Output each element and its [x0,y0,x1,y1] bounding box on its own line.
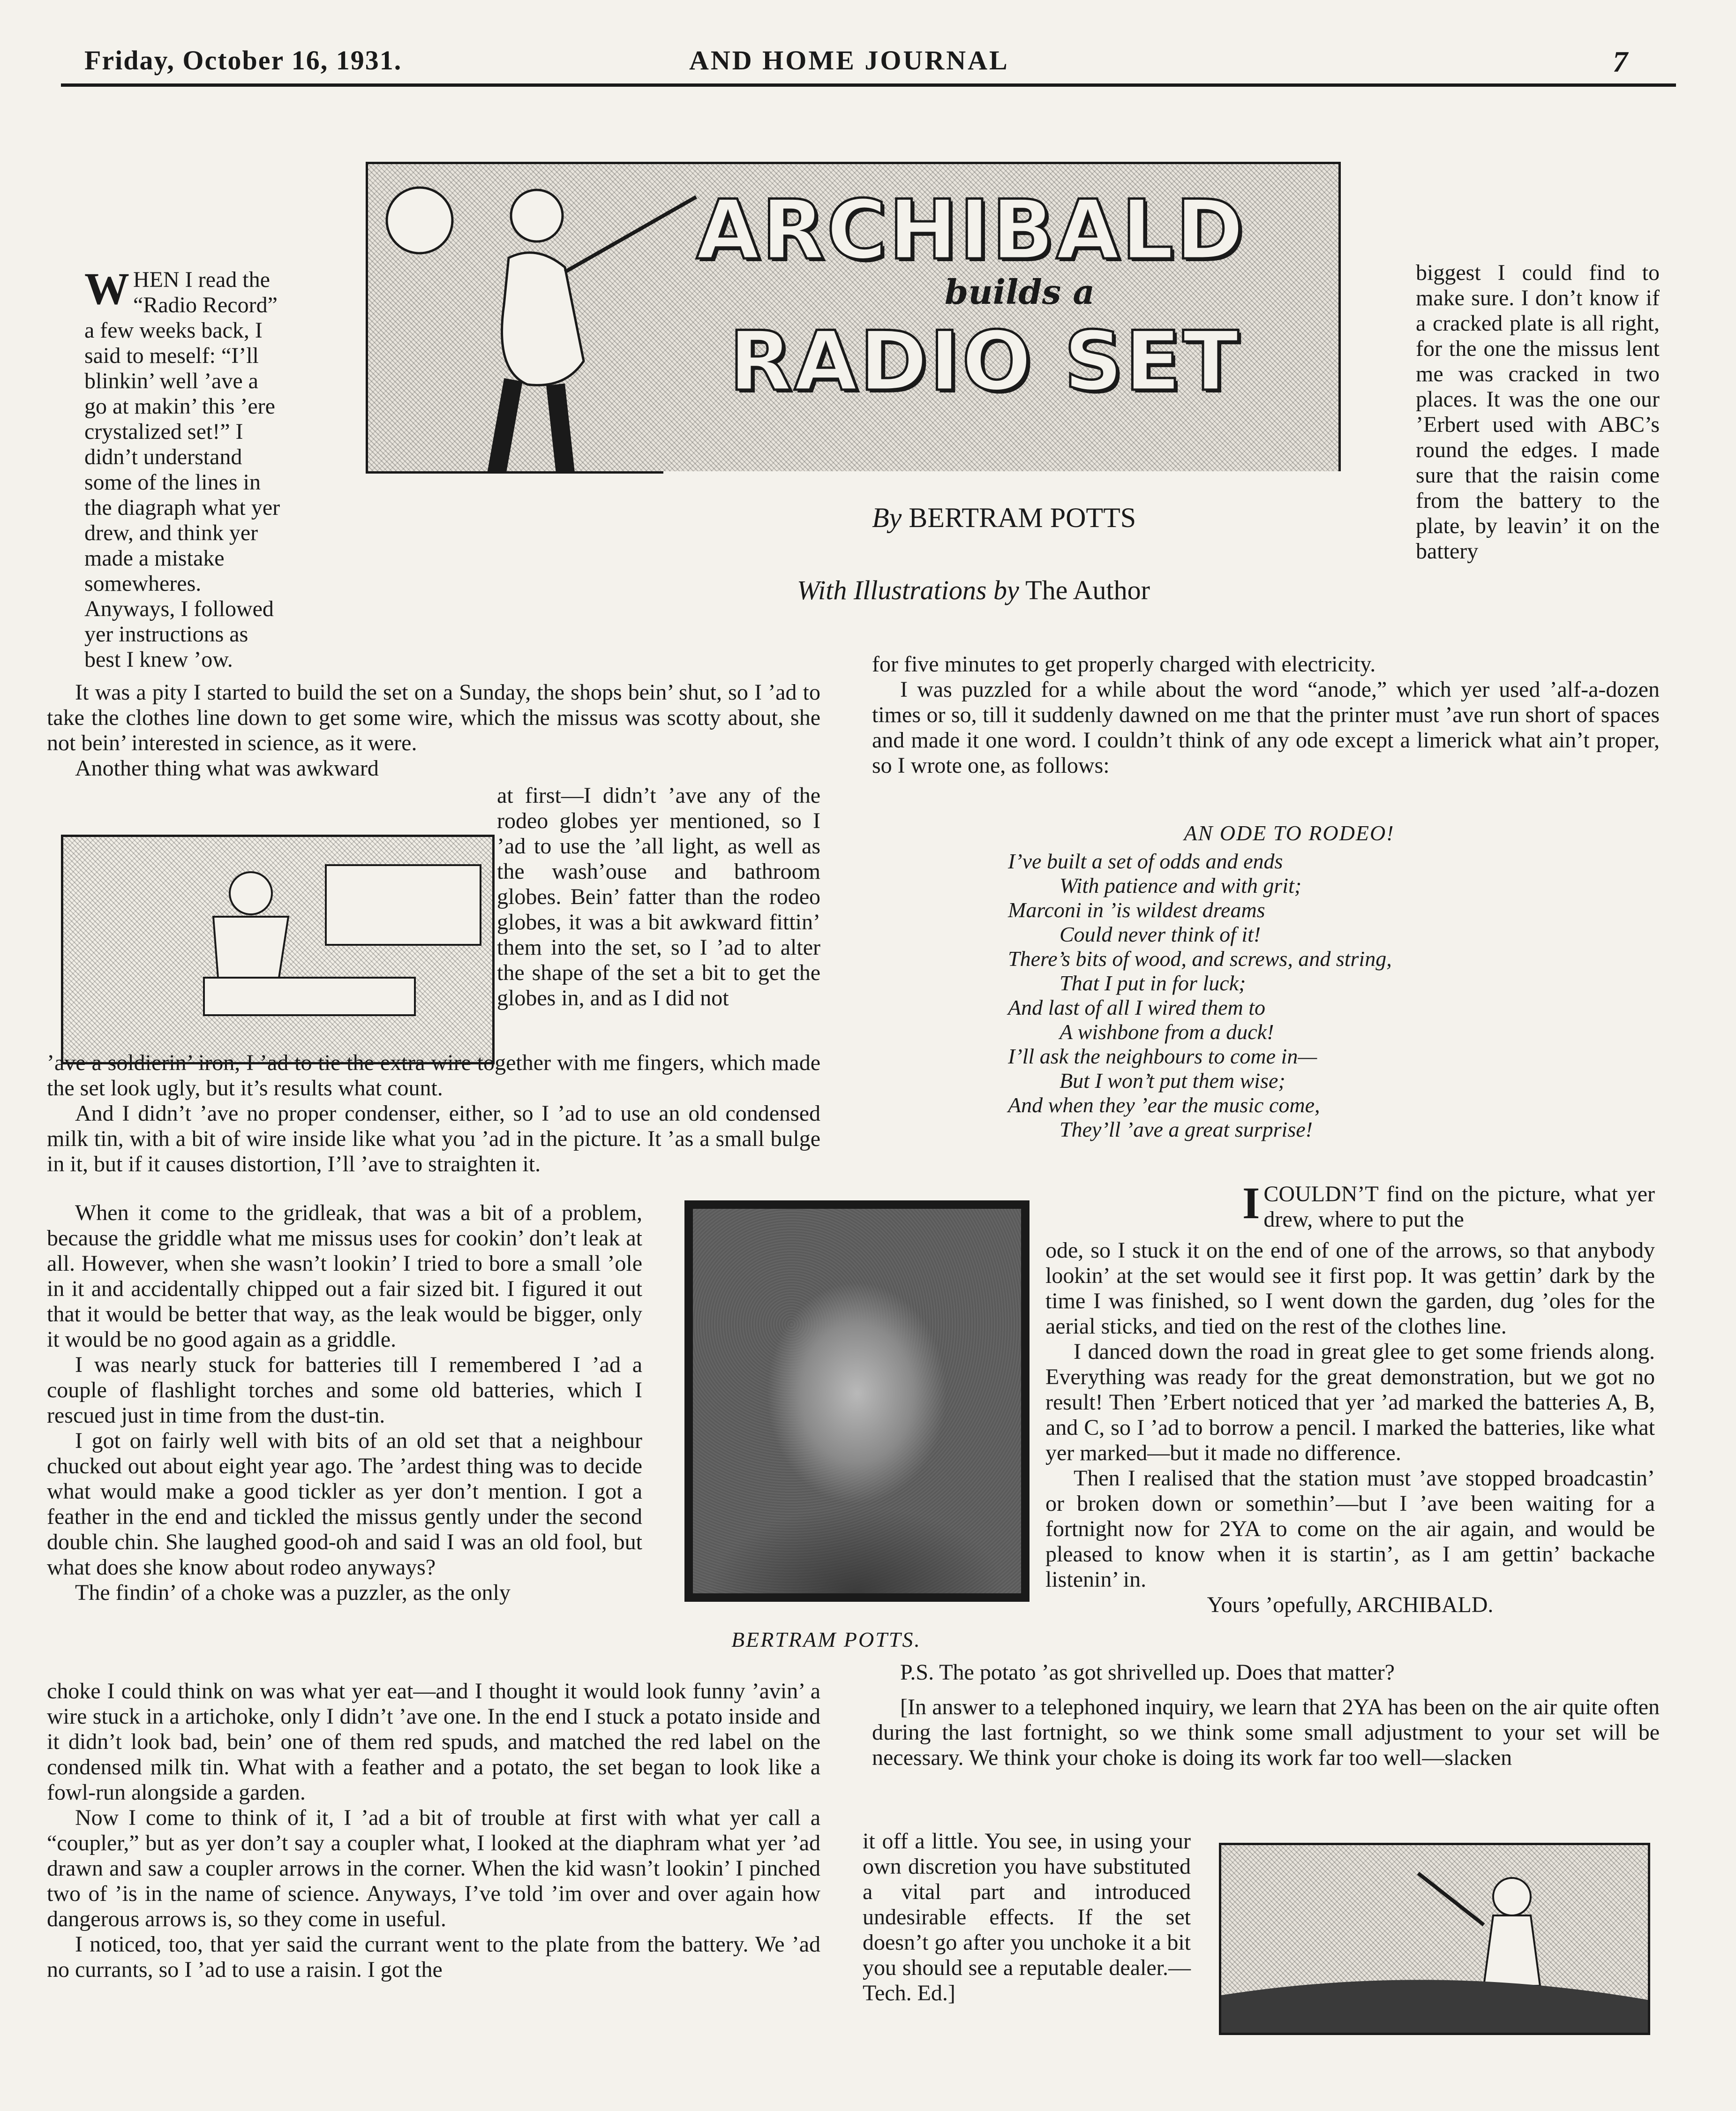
editor-note-b: it off a little. You see, in using your own discretion you have substituted a vital part and introduced undesirable effects. If the set doesn’t go after you unchoke it a bit you should see a reputable dealer.—Tech. Ed.] [863,1829,1191,2005]
page-number: 7 [1613,45,1629,78]
left-para-6: I got on fairly well with bits of an old set that a neighbour chucked out about eight year ago. The ’ardest thing was to decide what would make a good tickler as yer don’t mention. I got a feather in the end and tickled the missus gently under the second double chin. She laughed good-oh and said I was an old fool, but what does she know about rodeo anyways? [47,1428,642,1580]
second-para-3: Then I realised that the station must ’ave stopped broadcastin’ or broken down or somethin’—but I ’ave been waiting for a fortnight now for 2YA to come on the air again, and would be pleased to know when it is startin’, as I am gettin’ backache listenin’ in. [1045,1466,1655,1592]
second-part-opening [1242,1178,1655,1232]
illustration-credit-name: The Author [1025,575,1150,605]
banner-title: ARCHIBALD [696,183,1246,278]
left-para-3: And I didn’t ’ave no proper condenser, either, so I ’ad to use an old condensed milk tin, with a bit of wire inside like what you ’ad in the picture. It ’as a small bulge in it, but if it causes distortion, I’ll ’ave to straighten it. [47,1101,820,1176]
intro-dropcap: W [84,264,129,314]
second-part-body [1045,1238,1655,1618]
second-para-1a: COULDN’T find on the picture, what yer drew, where to put the [1263,1182,1655,1232]
second-dropcap: I [1242,1178,1260,1228]
poem-line: There’s bits of wood, and screws, and string, [1008,947,1392,971]
poem-line: I’ve built a set of odds and ends [1008,849,1283,873]
author-photo-frame [684,1200,1030,1602]
poem-line: And last of all I wired them to [1008,995,1265,1019]
photo-caption: BERTRAM POTTS. [731,1628,921,1651]
left-column-3 [47,1679,820,1983]
left-column-2 [47,1050,820,1177]
byline-prefix: By [872,502,902,533]
postscript: P.S. The potato ’as got shrivelled up. Does that matter? [900,1660,1395,1685]
banner-subtitle: builds a [945,272,1095,312]
right-top-paragraph [1416,260,1660,564]
banner-cutout [663,471,1343,659]
left-para-8: Now I come to think of it, I ’ad a bit of trouble at first with what yer call a “coupler,” but as yer don’t say a coupler what, I looked at the diaphram what yer ’ad drawn and saw a coupler arrows in the corner. When the kid wasn’t lookin’ I pinched two of ’is in the name of science. Anyways, I’ve told ’im over and over again how dangerous arrows is, so they come in useful. [47,1805,820,1931]
poem-line: Could never think of it! [1060,922,1261,946]
left-para-2b: at first—I didn’t ’ave any of the rodeo globes yer mentioned, so I ’ad to use the ’all light, as well as the wash’ouse and bathroom globes. Bein’ fatter than the rodeo globes, it was a bit awkward fittin’ them into the set, so I ’ad to alter the shape of the set a bit to get the globes in, and as I did not [497,783,820,1010]
issue-date: Friday, October 16, 1931. [84,45,402,75]
left-column [47,680,820,781]
garden-drawing [1221,1845,1648,2033]
postscript-block [872,1660,1660,1771]
intro-text: HEN I read the “Radio Record” a few weeks back, I said to meself: “I’ll blinkin’ well ’ave a go at makin’ this ’ere crystalized set!” I didn’t understand some of the lines in the diagraph what yer drew, and think yer made a mistake somewheres. Anyways, I followed yer instructions as best I knew ’ow. [84,267,280,672]
workbench-drawing [63,837,492,1062]
right-para-2: I was puzzled for a while about the word “anode,” which yer used ’alf-a-dozen times or so, till it suddenly dawned on me that the printer must ’ave run short of spaces and made it one word. I couldn’t think of any ode except a limerick what ain’t proper, so I wrote one, as follows: [872,677,1660,778]
left-column-narrow [47,1200,642,1606]
left-para-7b: choke I could think on was what yer eat—and I thought it would look funny ’avin’ a wire stuck in a artichoke, only I didn’t ’ave one. In the end I stuck a potato inside and it didn’t look bad, bein’ one of them red spuds, and matched the red label on the condensed milk tin. What with a feather and a potato, the set began to look like a fowl-run alongside a garden. [47,1679,820,1805]
left-para-1: It was a pity I started to build the set on a Sunday, the shops bein’ shut, so I ’ad to take the clothes line down to get some wire, which the missus was scotty about, she not bein’ interested in science, as it were. [47,680,820,755]
editor-note-a: [In answer to a telephoned inquiry, we learn that 2YA has been on the air quite often during the last fortnight, so we think some small adjustment to your set will be necessary. We think your choke is doing its work far too well—slacken [872,1695,1660,1770]
poem-line: I’ll ask the neighbours to come in— [1008,1044,1317,1068]
left-para-7a: The findin’ of a choke was a puzzler, as the only [75,1580,511,1605]
right-top-text: biggest I could find to make sure. I don’t know if a cracked plate is all right, for the one the missus lent me was cracked in two places. It was the one our ’Erbert used with ABC’s round the edges. I made sure that the raisin come from the battery to the plate, by leavin’ it on the battery [1416,260,1660,564]
right-para-1: for five minutes to get properly charged with electricity. [872,652,1376,677]
second-para-2: I danced down the road in great glee to get some friends along. Everything was ready for the great demonstration, but we got no result! Then ’Erbert noticed that yer ’ad marked the batteries A, B, and C, so I ’ad to borrow a pencil. I marked the batteries, like what yer marked—but it made no difference. [1045,1339,1655,1465]
left-para-2b-block [497,783,820,1011]
poem-title: AN ODE TO RODEO! [1184,821,1395,845]
poem-line: With patience and with grit; [1060,874,1302,897]
poem-line: Marconi in ’is wildest dreams [1008,898,1265,922]
editor-note-b-block [863,1829,1191,2006]
illustration-credit [797,574,1150,606]
banner-title-2: RADIO SET [729,314,1241,409]
illustration-credit-prefix: With Illustrations by [797,575,1019,605]
signature: Yours ’opefully, ARCHIBALD. [1207,1592,1494,1617]
byline-name: BERTRAM POTTS [909,502,1136,533]
left-para-5: I was nearly stuck for batteries till I remembered I ’ad a couple of flashlight torches and some old batteries, which I rescued just in time from the dust-tin. [47,1352,642,1428]
left-para-2a: Another thing what was awkward [75,756,379,781]
garden-illustration [1219,1843,1650,2035]
journal-name: AND HOME JOURNAL [689,45,1009,75]
right-column [872,652,1660,778]
header-rule [61,83,1676,87]
left-para-2c: ’ave a soldierin’ iron, I ’ad to tie the extra wire together with me fingers, which made the set look ugly, but it’s results what count. [47,1050,820,1101]
poem-line: That I put in for luck; [1060,971,1246,995]
poem-line: And when they ’ear the music come, [1008,1093,1320,1117]
intro-paragraph [84,264,286,672]
byline [872,502,1136,534]
second-para-1b: ode, so I stuck it on the end of one of the arrows, so that anybody lookin’ at the set would see it first pop. It was gettin’ dark by the time I was finished, so I went down the garden, dug ’oles for the aerial sticks, and tied on the rest of the clothes line. [1045,1238,1655,1339]
banner-illustration [366,162,1341,474]
author-photo [693,1209,1021,1593]
poem-line: A wishbone from a duck! [1060,1020,1274,1044]
poem-line: But I won’t put them wise; [1060,1069,1285,1093]
poem-line: They’ll ’ave a great surprise! [1060,1117,1313,1141]
workbench-illustration [61,835,495,1064]
poem [1008,821,1571,1142]
left-para-9: I noticed, too, that yer said the currant went to the plate from the battery. We ’ad no currants, so I ’ad to use a raisin. I got the [47,1932,820,1982]
left-para-4: When it come to the gridleak, that was a bit of a problem, because the griddle what me missus uses for cookin’ don’t leak at all. However, when she wasn’t lookin’ I tried to bore a small ’ole in it and accidentally chipped out a fair sized bit. I figured it out that it would be better that way, as the leak would be bigger, only it would be no good again as a griddle. [47,1200,642,1352]
